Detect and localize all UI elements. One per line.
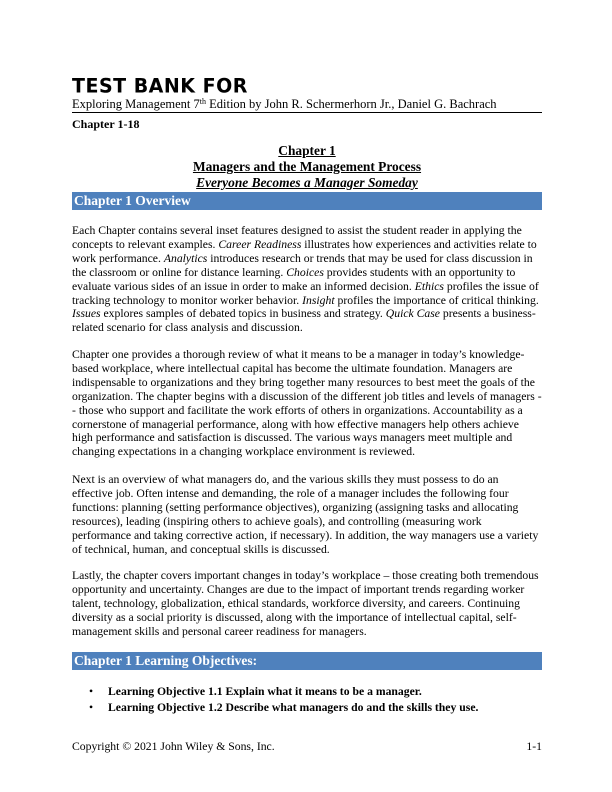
text-run: Each Chapter contains several inset features designed to assist the student reader in applying the concepts to relevant examples.: [72, 224, 522, 251]
chapter-number: Chapter 1: [278, 143, 336, 158]
text-run: illustrates how experiences and activities relate to work performance.: [72, 237, 537, 265]
objective-text: Learning Objective 1.1 Explain what it means to be a manager.: [108, 685, 422, 698]
text-run: introduces research or trends that may be used for class discussion in the classroom or online for distance learning.: [72, 251, 533, 279]
feature-name-career-readiness: Career Readiness: [218, 237, 302, 251]
chapter-tagline: Everyone Becomes a Manager Someday: [196, 175, 418, 190]
subtitle-text: Exploring Management 7: [72, 97, 200, 111]
text-run: profiles the issue of tracking technology to monitor worker behavior.: [72, 279, 539, 307]
text-run: presents a business-related scenario for class analysis and discussion.: [72, 307, 536, 335]
feature-name-quick-case: Quick Case: [385, 307, 440, 321]
overview-paragraph-changes: Lastly, the chapter covers important changes in today’s workplace – those creating both tremendous opportunity and uncertainty. Changes are due to the impact of important trends regarding worker talent, technology, globalization, ethical standards, workforce diversity, and careers. Continuing diversity as a social priority is discussed, along with the importance of intellectual capital, self-management skills and personal career readiness for managers.: [72, 569, 539, 638]
overview-paragraph-functions: Next is an overview of what managers do, and the various skills they must possess to do an effective job. Often intense and demanding, the role of a manager includes the following four functions: planning (setting performance objectives), organizing (assigning tasks and allocating resources), leading (inspiring others to achieve goals), and controlling (measuring work performance and taking corrective action, if necessary). In addition, the way managers use a variety of technical, human, and conceptual skills is discussed.: [72, 473, 539, 556]
edition-superscript: th: [199, 97, 206, 106]
feature-name-ethics: Ethics: [414, 279, 444, 293]
overview-paragraph-features: [72, 224, 542, 335]
text-run: explores samples of debated topics in business and strategy.: [100, 307, 386, 321]
copyright-notice: Copyright © 2021 John Wiley & Sons, Inc.: [72, 740, 275, 753]
learning-objectives-section-bar: Chapter 1 Learning Objectives:: [72, 652, 542, 670]
list-item: [72, 684, 542, 700]
overview-paragraph-managers: Chapter one provides a thorough review of what it means to be a manager in today’s knowledge-based workplace, where intellectual capital has become the ultimate foundation. Managers are indispensable to organizations and they bring together many resources to best meet the goals of the organization. The chapter begins with a discussion of the different job titles and levels of managers -- those who support and facilitate the work efforts of others in organizations. Accountability as a cornerstone of managerial performance, along with how effective managers help others achieve high performance and satisfaction is discussed. The various ways managers meet multiple and changing expectations in a changing workplace environment is reviewed.: [72, 348, 542, 459]
bullet-icon: •: [89, 701, 94, 714]
page-footer: [72, 740, 542, 753]
text-run: provides students with an opportunity to evaluate various sides of an issue in order to make an informed decision.: [72, 265, 516, 293]
feature-name-analytics: Analytics: [163, 251, 208, 265]
document-title: TEST BANK FOR: [72, 74, 248, 98]
feature-name-insight: Insight: [302, 293, 335, 307]
book-subtitle: [72, 97, 542, 113]
page-number: 1-1: [526, 740, 542, 753]
list-item: [72, 700, 542, 716]
objective-text: Learning Objective 1.2 Describe what managers do and the skills they use.: [108, 701, 479, 714]
chapter-name: Managers and the Management Process: [192, 159, 422, 174]
bullet-icon: •: [89, 685, 94, 698]
chapter-heading: [72, 143, 542, 191]
learning-objectives-list: [72, 684, 542, 716]
chapter-range: Chapter 1-18: [72, 117, 140, 131]
overview-section-bar: Chapter 1 Overview: [72, 192, 542, 210]
text-run: profiles the importance of critical thinking.: [334, 293, 539, 307]
feature-name-issues: Issues: [72, 307, 101, 321]
subtitle-authors: Edition by John R. Schermerhorn Jr., Daniel G. Bachrach: [205, 97, 497, 111]
feature-name-choices: Choices: [286, 265, 324, 279]
